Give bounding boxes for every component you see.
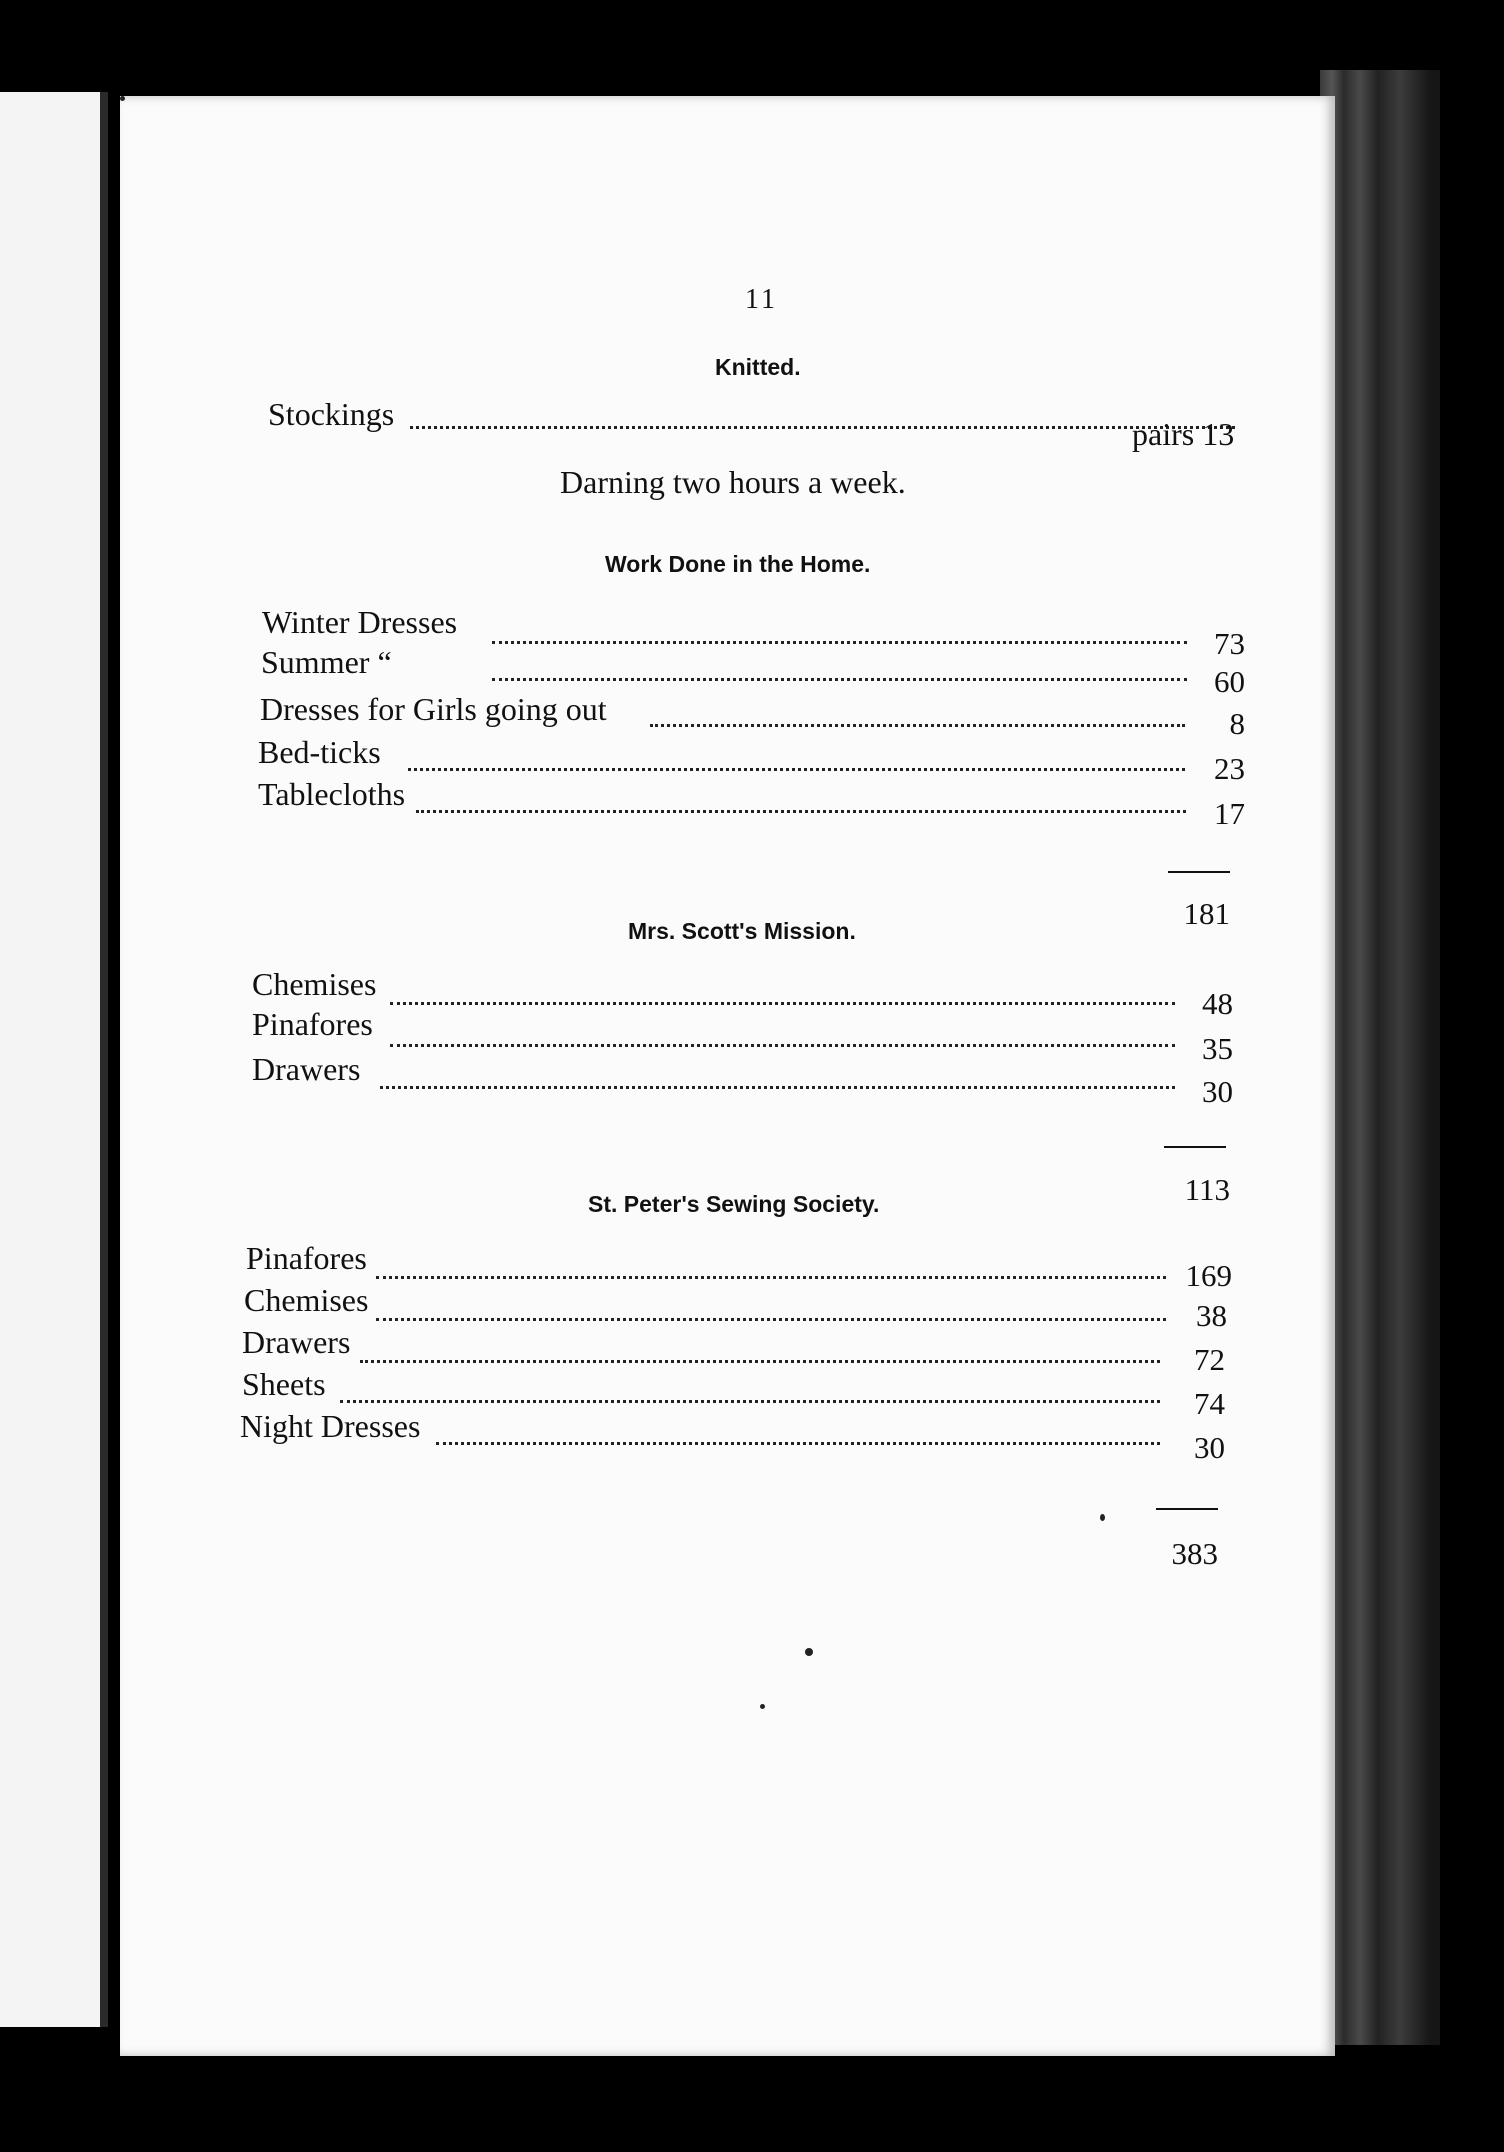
item-value: 30 — [1194, 1430, 1225, 1465]
item-label: Sheets — [242, 1366, 326, 1402]
section-total: 383 — [1171, 1536, 1218, 1571]
item-value: 30 — [1202, 1074, 1233, 1109]
dot-leader — [390, 1044, 1175, 1047]
total-rule — [1168, 871, 1230, 873]
item-label: Drawers — [252, 1051, 361, 1087]
dot-leader — [376, 1276, 1166, 1279]
item-label: Bed-ticks — [258, 734, 381, 770]
item-label: Dresses for Girls going out — [260, 691, 607, 727]
item-label: Drawers — [242, 1324, 351, 1360]
item-label: Tablecloths — [258, 776, 406, 812]
facing-page-edge — [0, 92, 108, 2027]
section-heading-knitted: Knitted. — [715, 354, 801, 380]
section-total: 113 — [1184, 1172, 1230, 1207]
section-heading-work-done-in-the-home: Work Done in the Home. — [605, 551, 871, 577]
item-value: 35 — [1202, 1031, 1233, 1066]
dot-leader — [492, 641, 1187, 644]
total-rule — [1156, 1508, 1218, 1510]
item-value: 74 — [1194, 1386, 1225, 1421]
item-value: 38 — [1196, 1298, 1227, 1333]
dot-leader — [416, 810, 1186, 813]
scan-speck — [760, 1704, 765, 1709]
total-rule — [1164, 1146, 1226, 1148]
dot-leader — [650, 724, 1185, 727]
item-label: Chemises — [252, 966, 377, 1002]
item-value: 48 — [1202, 986, 1233, 1021]
section-total: 181 — [1183, 896, 1230, 931]
item-value: 72 — [1194, 1342, 1225, 1377]
item-label: Pinafores — [252, 1006, 373, 1042]
item-label: Pinafores — [246, 1240, 367, 1276]
scan-speck — [805, 1648, 813, 1656]
dot-leader — [410, 426, 1235, 429]
item-value: 17 — [1214, 796, 1245, 831]
item-value: 169 — [1185, 1258, 1232, 1293]
section-heading-st-peters-sewing-society: St. Peter's Sewing Society. — [588, 1191, 880, 1217]
item-label: Night Dresses — [240, 1408, 421, 1444]
item-value: 8 — [1229, 706, 1245, 741]
book-edge — [1320, 70, 1440, 2045]
dot-leader — [376, 1318, 1166, 1321]
section-heading-mrs-scotts-mission: Mrs. Scott's Mission. — [628, 918, 856, 944]
scan-speck — [120, 96, 125, 101]
dot-leader — [408, 768, 1185, 771]
item-value: 73 — [1214, 626, 1245, 661]
item-value: pairs 13 — [1132, 416, 1235, 452]
dot-leader — [492, 678, 1187, 681]
item-label: Winter Dresses — [262, 604, 458, 640]
item-label: Stockings — [268, 396, 395, 432]
dot-leader — [340, 1400, 1160, 1403]
item-label: Summer “ — [261, 644, 392, 680]
book-page — [120, 96, 1335, 2056]
item-label: Chemises — [244, 1282, 369, 1318]
section-note: Darning two hours a week. — [560, 464, 906, 500]
item-value: 23 — [1214, 751, 1245, 786]
scan-speck — [1100, 1514, 1105, 1521]
page-number: 11 — [745, 284, 778, 315]
item-value: 60 — [1214, 664, 1245, 699]
dot-leader — [380, 1086, 1175, 1089]
dot-leader — [436, 1442, 1160, 1445]
dot-leader — [360, 1360, 1160, 1363]
dot-leader — [390, 1002, 1175, 1005]
